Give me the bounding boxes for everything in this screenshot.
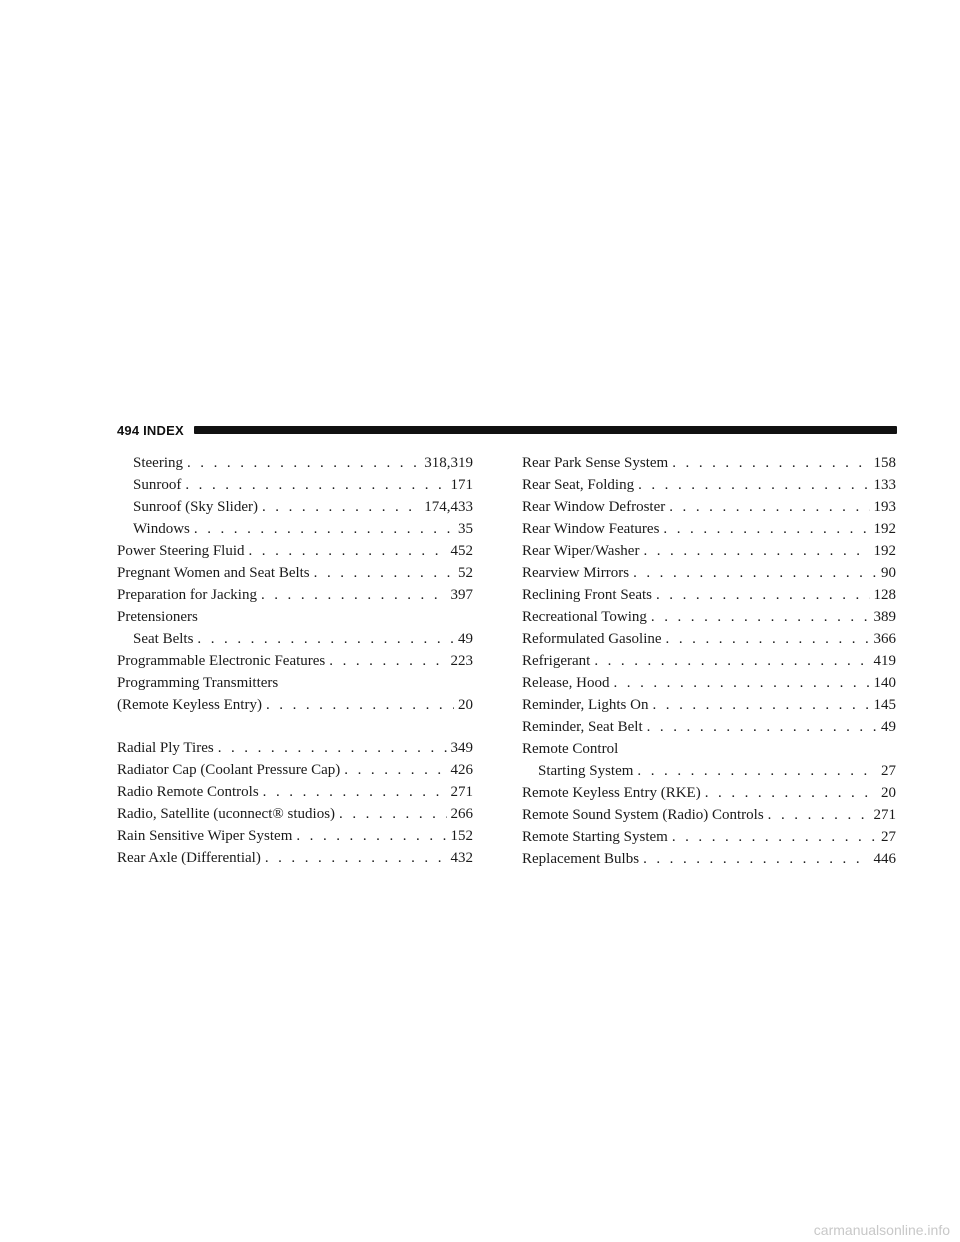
dot-leader: [638, 474, 869, 496]
index-entry: [117, 672, 473, 694]
index-entry: [117, 737, 473, 759]
index-term: Recreational Towing: [522, 609, 647, 625]
index-page-number: 266: [450, 806, 473, 822]
index-entry: [117, 803, 473, 825]
index-page-number: 397: [450, 587, 473, 603]
dot-leader: [185, 474, 446, 496]
index-term: Radio Remote Controls: [117, 784, 259, 800]
index-term: Reminder, Lights On: [522, 697, 649, 713]
index-entry: [522, 760, 896, 782]
index-term: Rear Window Features: [522, 521, 660, 537]
index-entry: [522, 474, 896, 496]
watermark: carmanualsonline.info: [813, 1222, 950, 1238]
index-term: Replacement Bulbs: [522, 851, 640, 867]
dot-leader: [637, 760, 877, 782]
index-entry: [117, 518, 473, 540]
index-entry: [522, 848, 896, 870]
index-page-number: 192: [873, 543, 896, 559]
index-entry: [522, 738, 896, 760]
dot-leader: [261, 584, 447, 606]
index-term: Rear Axle (Differential): [117, 850, 261, 866]
index-term: Steering: [133, 455, 183, 471]
index-term: Rain Sensitive Wiper System: [117, 828, 293, 844]
index-page-number: 349: [450, 740, 473, 756]
index-entry: [117, 825, 473, 847]
index-page-number: 90: [881, 565, 896, 581]
dot-leader: [633, 562, 877, 584]
index-page-number: 140: [873, 675, 896, 691]
index-term: Rear Seat, Folding: [522, 477, 635, 493]
index-term: Pretensioners: [117, 609, 198, 625]
dot-leader: [218, 737, 447, 759]
dot-leader: [339, 803, 446, 825]
dot-leader: [314, 562, 454, 584]
dot-leader: [265, 847, 447, 869]
index-entry: [117, 562, 473, 584]
index-page-number: 193: [873, 499, 896, 515]
index-entry: [522, 804, 896, 826]
index-page-number: 192: [873, 521, 896, 537]
dot-leader: [768, 804, 870, 826]
index-term: Sunroof (Sky Slider): [133, 499, 258, 515]
index-page-number: 446: [873, 851, 896, 867]
index-page-number: 20: [458, 697, 473, 713]
index-column-left: [117, 452, 473, 869]
index-term: Rear Window Defroster: [522, 499, 666, 515]
index-entry: [117, 847, 473, 869]
index-term: Seat Belts: [133, 631, 194, 647]
index-entry: [117, 606, 473, 628]
dot-leader: [249, 540, 447, 562]
index-term: Radiator Cap (Coolant Pressure Cap): [117, 762, 341, 778]
index-entry: [522, 540, 896, 562]
index-term: Remote Keyless Entry (RKE): [522, 785, 701, 801]
index-page-number: 366: [873, 631, 896, 647]
index-term: Windows: [133, 521, 190, 537]
index-entry: [117, 452, 473, 474]
index-entry: [522, 650, 896, 672]
index-term: Starting System: [538, 763, 634, 779]
index-entry: [117, 540, 473, 562]
index-entry: [522, 496, 896, 518]
index-term: Power Steering Fluid: [117, 543, 245, 559]
index-entry: [117, 650, 473, 672]
dot-leader: [594, 650, 869, 672]
index-entry: [522, 606, 896, 628]
index-page-number: 20: [881, 785, 896, 801]
index-term: Reclining Front Seats: [522, 587, 652, 603]
index-entry: [117, 694, 473, 716]
dot-leader: [672, 826, 877, 848]
index-term: Remote Starting System: [522, 829, 668, 845]
index-page-number: 223: [450, 653, 473, 669]
index-page-number: 35: [458, 521, 473, 537]
dot-leader: [263, 781, 447, 803]
dot-leader: [652, 694, 869, 716]
index-page-number: 271: [873, 807, 896, 823]
index-page-number: 271: [450, 784, 473, 800]
dot-leader: [643, 848, 869, 870]
index-page-number: 128: [873, 587, 896, 603]
index-page-number: 452: [450, 543, 473, 559]
index-entry: [117, 474, 473, 496]
index-entry: [522, 584, 896, 606]
dot-leader: [329, 650, 446, 672]
index-term: Programmable Electronic Features: [117, 653, 326, 669]
index-entry: [117, 628, 473, 650]
index-page-number: 145: [873, 697, 896, 713]
index-term: Release, Hood: [522, 675, 610, 691]
dot-leader: [647, 716, 877, 738]
index-page-number: 27: [881, 829, 896, 845]
index-term: Radio, Satellite (uconnect® studios): [117, 806, 336, 822]
index-page-number: 389: [873, 609, 896, 625]
index-column-right: [522, 452, 896, 870]
index-term: Preparation for Jacking: [117, 587, 257, 603]
dot-leader: [669, 496, 869, 518]
page-header: [117, 419, 897, 441]
index-entry: [117, 584, 473, 606]
index-term: Pregnant Women and Seat Belts: [117, 565, 310, 581]
index-entry: [522, 694, 896, 716]
index-term: Reformulated Gasoline: [522, 631, 662, 647]
index-page-number: 52: [458, 565, 473, 581]
dot-leader: [262, 496, 420, 518]
index-entry: [522, 628, 896, 650]
index-term: Remote Sound System (Radio) Controls: [522, 807, 764, 823]
index-page-number: 49: [458, 631, 473, 647]
index-term: Refrigerant: [522, 653, 591, 669]
index-entry: [522, 782, 896, 804]
index-page-number: 432: [450, 850, 473, 866]
index-page-number: 318,319: [424, 455, 473, 471]
dot-leader: [613, 672, 869, 694]
index-term: Radial Ply Tires: [117, 740, 214, 756]
index-page-number: 133: [873, 477, 896, 493]
index-page-number: 152: [450, 828, 473, 844]
dot-leader: [666, 628, 870, 650]
dot-leader: [651, 606, 870, 628]
index-page-number: 426: [450, 762, 473, 778]
dot-leader: [656, 584, 870, 606]
index-entry: [117, 496, 473, 518]
dot-leader: [197, 628, 454, 650]
dot-leader: [705, 782, 877, 804]
dot-leader: [187, 452, 420, 474]
dot-leader: [344, 759, 446, 781]
page-number-label: 494 INDEX: [117, 422, 184, 438]
index-entry: [117, 781, 473, 803]
index-term: Sunroof: [133, 477, 182, 493]
index-entry: [522, 716, 896, 738]
dot-leader: [194, 518, 454, 540]
header-rule: [194, 426, 897, 434]
index-page-number: 174,433: [424, 499, 473, 515]
index-term: Reminder, Seat Belt: [522, 719, 643, 735]
section-gap: [117, 716, 473, 737]
index-page-number: 27: [881, 763, 896, 779]
index-entry: [522, 672, 896, 694]
index-page-number: 49: [881, 719, 896, 735]
index-page-number: 419: [873, 653, 896, 669]
dot-leader: [643, 540, 869, 562]
dot-leader: [672, 452, 869, 474]
index-term: Rearview Mirrors: [522, 565, 630, 581]
index-term: (Remote Keyless Entry): [117, 697, 262, 713]
index-page-number: 158: [873, 455, 896, 471]
index-entry: [117, 759, 473, 781]
dot-leader: [663, 518, 869, 540]
index-entry: [522, 452, 896, 474]
index-term: Rear Wiper/Washer: [522, 543, 640, 559]
index-term: Remote Control: [522, 741, 619, 757]
index-term: Rear Park Sense System: [522, 455, 669, 471]
index-term: Programming Transmitters: [117, 675, 279, 691]
index-page-number: 171: [450, 477, 473, 493]
dot-leader: [296, 825, 446, 847]
index-entry: [522, 562, 896, 584]
dot-leader: [266, 694, 454, 716]
index-entry: [522, 826, 896, 848]
index-entry: [522, 518, 896, 540]
